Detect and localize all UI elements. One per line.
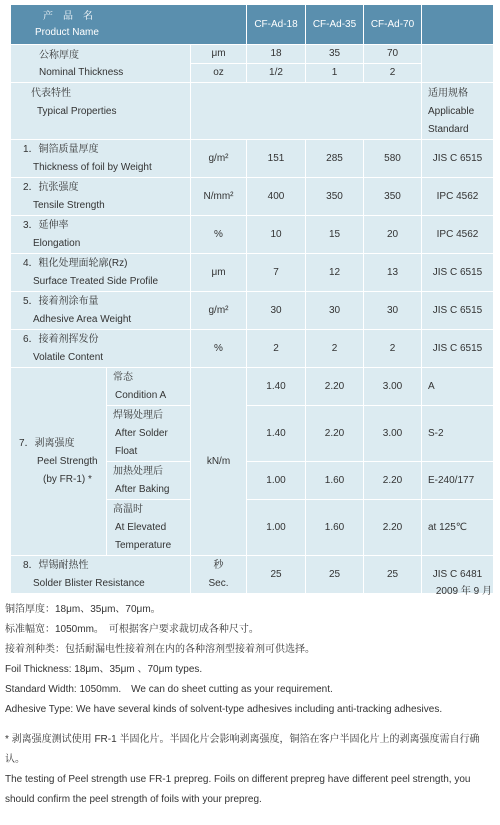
unit-cell: % (191, 330, 247, 368)
value-cell: 2.20 (306, 406, 364, 462)
unit-cell: kN/m (191, 368, 247, 556)
unit-cell: 秒 Sec. (191, 556, 247, 594)
value-cell: 2.20 (364, 462, 422, 500)
value-cell: 35 (306, 45, 364, 64)
typical-label: 代表特性 Typical Properties (11, 83, 191, 140)
value-cell: 400 (247, 178, 306, 216)
unit-oz: oz (191, 64, 247, 83)
standard-cell: JIS C 6515 (422, 254, 494, 292)
property-label: 5．接着剂涂布量 Adhesive Area Weight (11, 292, 191, 330)
value-cell: 1.40 (247, 406, 306, 462)
standard-cell: JIS C 6515 (422, 292, 494, 330)
note-text: Adhesive Type: We have several kinds of solvent-type adhesives including anti-tracking adhesives. (5, 704, 443, 715)
note-text: The testing of Peel strength use FR-1 prepreg. Foils on different prepreg have different peel strength, you should confirm the peel strength of foils with your prepreg. (5, 774, 471, 805)
date-label: 2009 年 9 月 (435, 586, 492, 597)
property-label: 3．延伸率 Elongation (11, 216, 191, 254)
thickness-row (11, 45, 494, 64)
value-cell: 2 (364, 64, 422, 83)
model-header: CF-Ad-35 (306, 5, 364, 45)
value-cell: 30 (306, 292, 364, 330)
property-label: 6．接着剂挥发份 Volatile Content (11, 330, 191, 368)
standard-cell: JIS C 6515 (422, 330, 494, 368)
property-row (11, 556, 494, 594)
value-cell: 25 (364, 556, 422, 594)
value-cell: 15 (306, 216, 364, 254)
property-row (11, 140, 494, 178)
value-cell: 151 (247, 140, 306, 178)
value-cell: 2 (247, 330, 306, 368)
value-cell: 20 (364, 216, 422, 254)
note-text: Foil Thickness: 18μm、35μm 、70μm types. (5, 664, 203, 675)
notes-section (5, 600, 495, 810)
unit-cell: g/m² (191, 292, 247, 330)
condition-label: 焊锡处理后 After Solder Float (107, 406, 191, 462)
value-cell: 70 (364, 45, 422, 64)
value-cell: 1.60 (306, 462, 364, 500)
property-label: 2．抗张强度 Tensile Strength (11, 178, 191, 216)
value-cell: 2.20 (306, 368, 364, 406)
product-name-header: 产 品 名 Product Name (11, 5, 247, 45)
value-cell: 2 (306, 330, 364, 368)
peel-row (11, 368, 494, 406)
note-text: * 剥离强度测试使用 FR-1 半固化片。半固化片会影响剥离强度，铜箔在客户半固化片上的剥离强度需自行确认。 (5, 734, 480, 765)
value-cell: 2 (364, 330, 422, 368)
standard-cell: E-240/177 (422, 462, 494, 500)
note-text: Standard Width: 1050mm. We can do sheet cutting as your requirement. (5, 684, 333, 695)
value-cell: 10 (247, 216, 306, 254)
property-row (11, 216, 494, 254)
standard-cell: JIS C 6515 (422, 140, 494, 178)
standard-cell: JIS C 6481 (422, 556, 494, 594)
header-row (11, 5, 494, 45)
typical-row (11, 83, 494, 140)
value-cell: 7 (247, 254, 306, 292)
unit-um: μm (191, 45, 247, 64)
value-cell: 25 (247, 556, 306, 594)
thickness-label: 公称厚度 Nominal Thickness (11, 45, 191, 83)
model-header: CF-Ad-18 (247, 5, 306, 45)
condition-label: 加热处理后 After Baking (107, 462, 191, 500)
standard-cell: IPC 4562 (422, 178, 494, 216)
property-label: 1．铜箔质量厚度 Thickness of foil by Weight (11, 140, 191, 178)
value-cell: 1 (306, 64, 364, 83)
peel-label: 7．剥离强度 Peel Strength (by FR-1) * (11, 368, 107, 556)
value-cell: 1.00 (247, 462, 306, 500)
property-row (11, 330, 494, 368)
property-row (11, 178, 494, 216)
unit-cell: N/mm² (191, 178, 247, 216)
value-cell: 1.60 (306, 500, 364, 556)
blank-cell (191, 83, 422, 140)
value-cell: 1/2 (247, 64, 306, 83)
property-row (11, 254, 494, 292)
note-text: 铜箔厚度：18μm、35μm、70μm。 (5, 604, 161, 615)
value-cell: 25 (306, 556, 364, 594)
note-text: 接着剂种类：包括耐漏电性接着剂在内的各种溶剂型接着剂可供选择。 (5, 644, 315, 655)
value-cell: 3.00 (364, 406, 422, 462)
value-cell: 12 (306, 254, 364, 292)
model-header: CF-Ad-70 (364, 5, 422, 45)
value-cell: 18 (247, 45, 306, 64)
standard-cell: at 125℃ (422, 500, 494, 556)
value-cell: 350 (364, 178, 422, 216)
spec-table (10, 4, 494, 594)
blank-cell (422, 45, 494, 83)
property-label: 4．粗化处理面轮廓(Rz) Surface Treated Side Profile (11, 254, 191, 292)
value-cell: 30 (247, 292, 306, 330)
note-text: 标准幅宽：1050mm。 可根据客户要求裁切成各种尺寸。 (5, 624, 259, 635)
unit-cell: g/m² (191, 140, 247, 178)
value-cell: 350 (306, 178, 364, 216)
value-cell: 580 (364, 140, 422, 178)
standard-cell: A (422, 368, 494, 406)
value-cell: 1.40 (247, 368, 306, 406)
value-cell: 285 (306, 140, 364, 178)
header-blank (422, 5, 494, 45)
value-cell: 30 (364, 292, 422, 330)
property-label: 8．焊锡耐热性 Solder Blister Resistance (11, 556, 191, 594)
condition-label: 常态 Condition A (107, 368, 191, 406)
standard-cell: IPC 4562 (422, 216, 494, 254)
unit-cell: % (191, 216, 247, 254)
value-cell: 2.20 (364, 500, 422, 556)
value-cell: 13 (364, 254, 422, 292)
value-cell: 1.00 (247, 500, 306, 556)
property-row (11, 292, 494, 330)
condition-label: 高温时 At Elevated Temperature (107, 500, 191, 556)
unit-cell: μm (191, 254, 247, 292)
value-cell: 3.00 (364, 368, 422, 406)
standard-header: 适用规格 Applicable Standard (422, 83, 494, 140)
standard-cell: S-2 (422, 406, 494, 462)
